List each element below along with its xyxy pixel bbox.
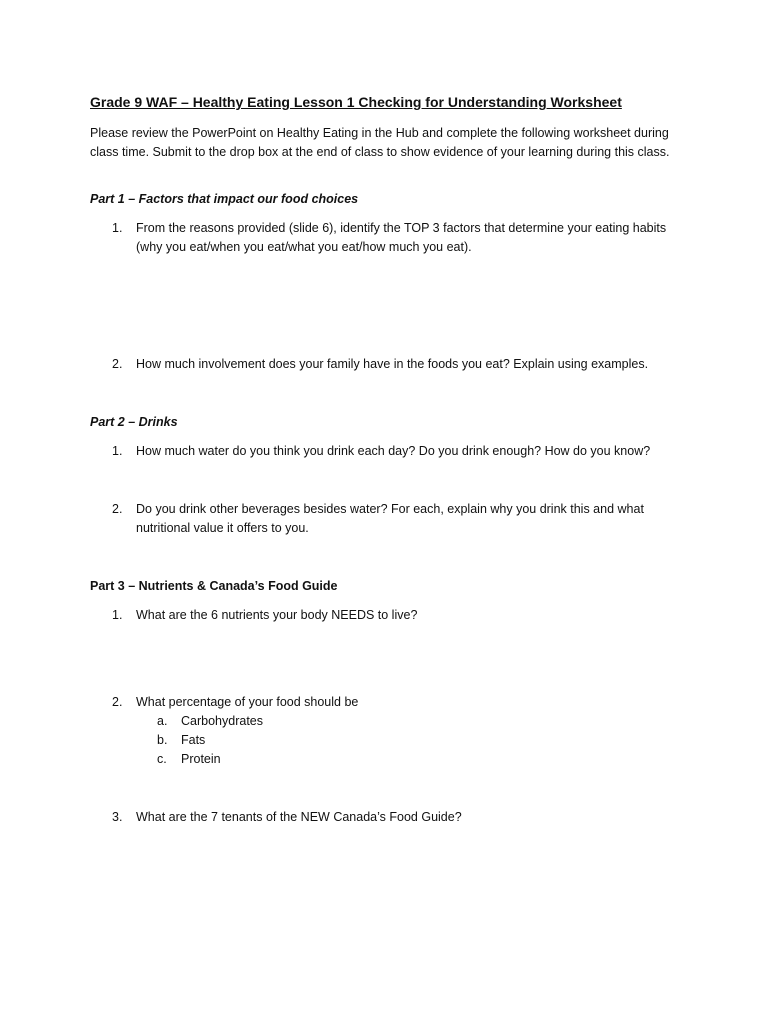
question-text: How much water do you think you drink each day? Do you drink enough? How do you know?	[136, 444, 651, 458]
question-text: How much involvement does your family have in the foods you eat? Explain using examples.	[136, 357, 649, 371]
question-text: What are the 6 nutrients your body NEEDS to live?	[136, 608, 418, 622]
question-text: What percentage of your food should be	[136, 695, 359, 709]
question-number: 2.	[112, 502, 123, 516]
part3-question-1	[112, 606, 682, 625]
part1-heading: Part 1 – Factors that impact our food choices	[90, 192, 359, 206]
sub-item-carbohydrates	[157, 712, 263, 731]
part2-question-2	[112, 500, 682, 538]
question-number: 2.	[112, 695, 123, 709]
part2-question-1	[112, 442, 682, 461]
question-text: From the reasons provided (slide 6), identify the TOP 3 factors that determine your eating habits (why you eat/when you eat/what you eat/how much you eat).	[136, 221, 667, 254]
sub-item-text: Fats	[181, 733, 206, 747]
question-number: 1.	[112, 444, 123, 458]
sub-item-protein	[157, 750, 221, 769]
worksheet-title: Grade 9 WAF – Healthy Eating Lesson 1 Checking for Understanding Worksheet	[90, 94, 622, 110]
part3-question-2	[112, 693, 682, 712]
sub-item-text: Protein	[181, 752, 221, 766]
intro-paragraph: Please review the PowerPoint on Healthy Eating in the Hub and complete the following worksheet during class time. Submit to the drop box at the end of class to show evidence of your learning during this class.	[90, 126, 670, 159]
question-text: Do you drink other beverages besides water? For each, explain why you drink this and what nutritional value it offers to you.	[136, 502, 644, 535]
question-number: 1.	[112, 608, 123, 622]
part3-heading: Part 3 – Nutrients & Canada’s Food Guide	[90, 579, 338, 593]
question-number: 1.	[112, 221, 123, 235]
sub-item-fats	[157, 731, 205, 750]
sub-item-letter: a.	[157, 714, 168, 728]
part1-question-2	[112, 355, 682, 374]
sub-item-letter: c.	[157, 752, 167, 766]
part2-heading: Part 2 – Drinks	[90, 415, 178, 429]
question-number: 3.	[112, 810, 123, 824]
sub-item-text: Carbohydrates	[181, 714, 263, 728]
part3-question-3	[112, 808, 682, 827]
question-number: 2.	[112, 357, 123, 371]
question-text: What are the 7 tenants of the NEW Canada’s Food Guide?	[136, 810, 462, 824]
sub-item-letter: b.	[157, 733, 168, 747]
part1-question-1	[112, 219, 682, 257]
